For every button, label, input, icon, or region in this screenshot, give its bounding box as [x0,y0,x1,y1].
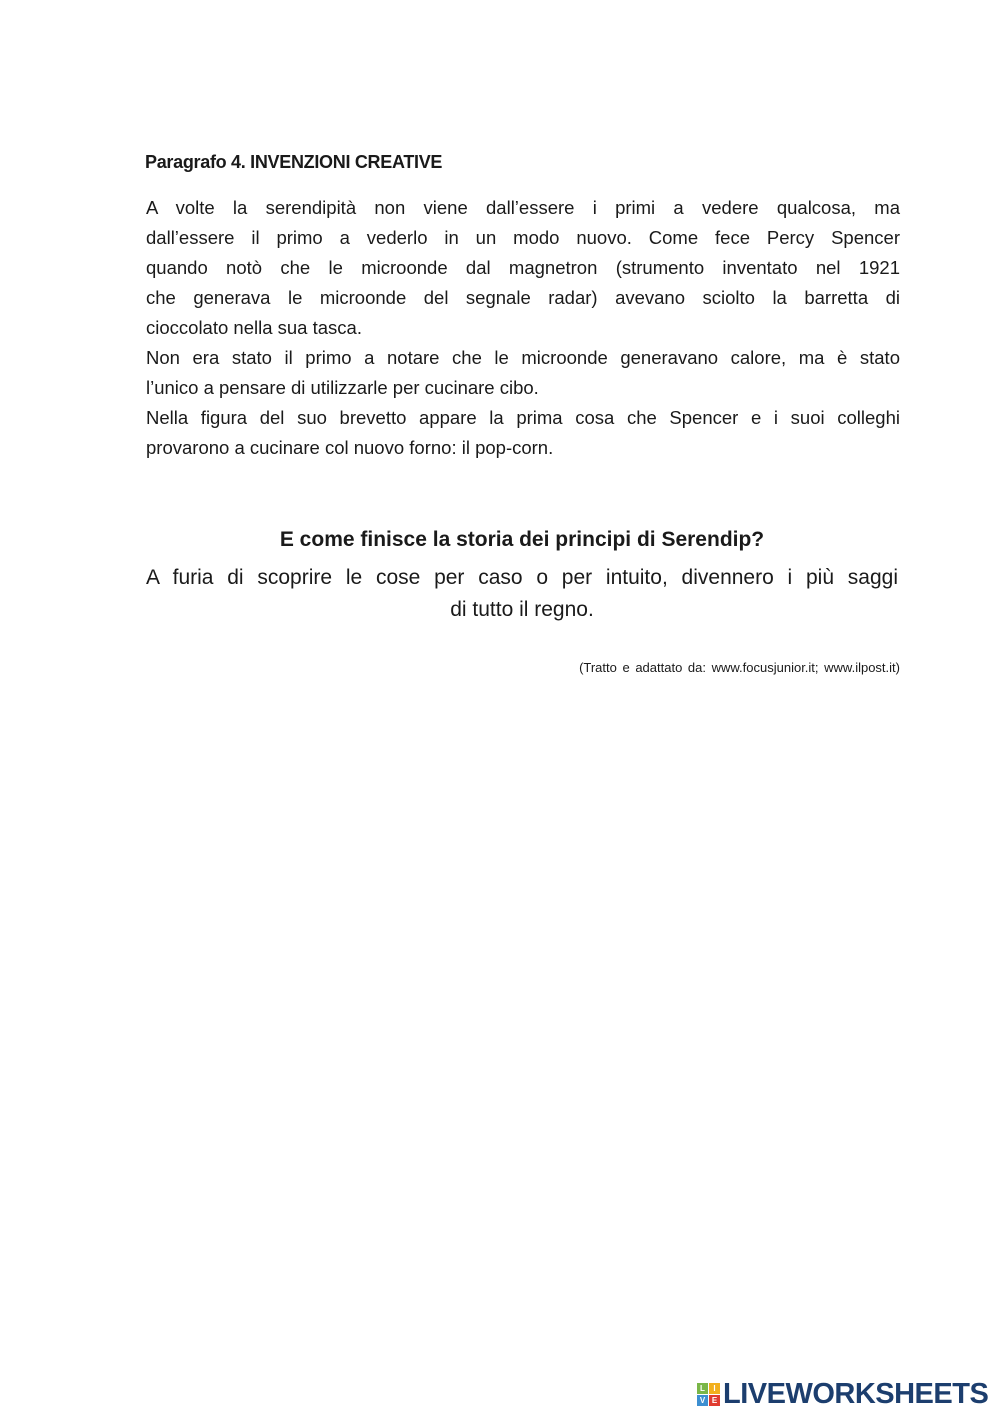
paragraph-line: l’unico a pensare di utilizzarle per cucinare cibo. [146,377,539,398]
paragraph-line: quando notò che le microonde dal magnetron (strumento inventato nel 1921 [146,257,900,278]
liveworksheets-logo [697,1380,988,1408]
logo-tile: L [697,1383,708,1394]
paragraph-line: dall’essere il primo a vederlo in un modo nuovo. Come fece Percy Spencer [146,227,900,248]
source-citation: (Tratto e adattato da: www.focusjunior.it; www.ilpost.it) [579,660,900,675]
closing-answer-line: A furia di scoprire le cose per caso o per intuito, divennero i più saggi [146,566,898,589]
logo-tile: V [697,1395,708,1406]
paragraph-line: cioccolato nella sua tasca. [146,317,362,338]
section-heading: Paragrafo 4. INVENZIONI CREATIVE [145,152,443,172]
paragraph-line: A volte la serendipità non viene dall’essere i primi a vedere qualcosa, ma [146,197,900,218]
logo-text: LIVEWORKSHEETS [723,1378,989,1410]
paragraph-line: che generava le microonde del segnale radar) avevano sciolto la barretta di [146,287,900,308]
paragraph-line: Nella figura del suo brevetto appare la prima cosa che Spencer e i suoi colleghi [146,407,900,428]
paragraph-line: provarono a cucinare col nuovo forno: il pop-corn. [146,437,554,458]
paragraph-line: Non era stato il primo a notare che le microonde generavano calore, ma è stato [146,347,900,368]
closing-answer-line: di tutto il regno. [450,598,594,621]
logo-tiles-icon [697,1383,720,1406]
closing-question: E come finisce la storia dei principi di Serendip? [279,528,765,551]
logo-tile: I [709,1383,720,1394]
logo-tile: E [709,1395,720,1406]
